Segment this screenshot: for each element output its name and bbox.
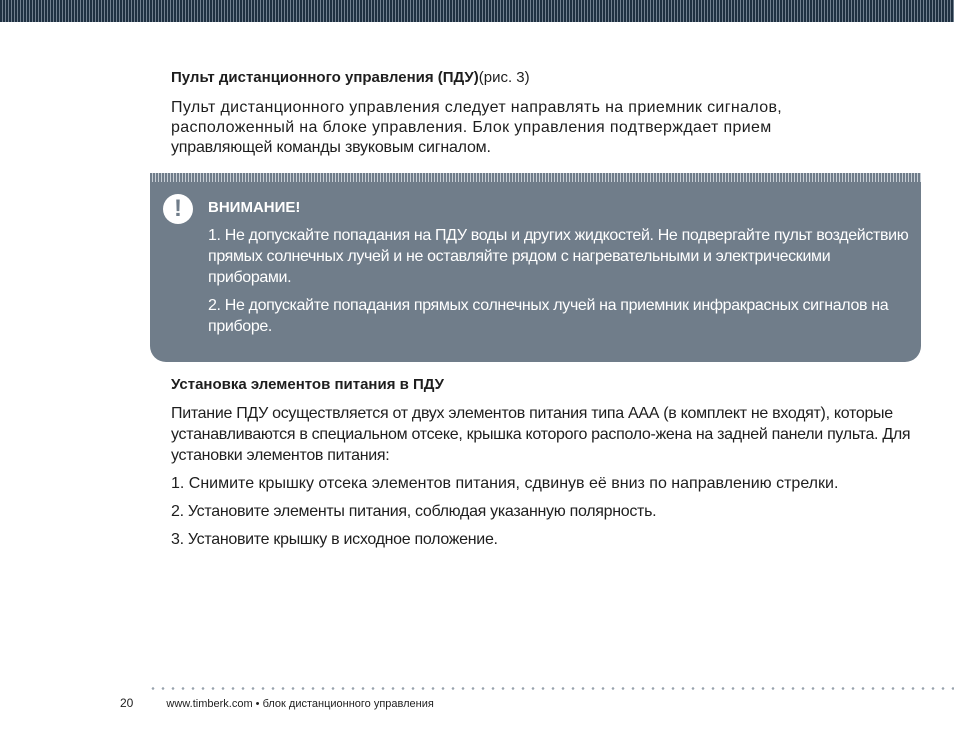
section-title-ref: (рис. 3) xyxy=(478,69,530,86)
section-paragraph: Питание ПДУ осуществляется от двух элементов питания типа ААА (в комплект не входят), которые устанавливаются в специальном отсеке, крышка которого располо-жена на задней панели пульта. Для установки элементов питания: xyxy=(171,405,911,464)
section-remote-control xyxy=(171,68,923,158)
page-number: 20 xyxy=(120,696,134,710)
footer-text: www.timberk.com • блок дистанционного управления xyxy=(166,698,434,710)
section-paragraph-line: Пульт дистанционного управления следует направлять на приемник сигналов, xyxy=(171,99,783,116)
top-stripe-bar xyxy=(0,0,954,22)
step-item: 1. Снимите крышку отсека элементов питания, сдвинув её вниз по направлению стрелки. xyxy=(171,475,839,492)
section-paragraph-line: управляющей команды звуковым сигналом. xyxy=(171,139,491,156)
page-footer xyxy=(120,696,434,711)
warning-body xyxy=(208,198,910,344)
warning-item-1: 1. Не допускайте попадания на ПДУ воды и других жидкостей. Не подвергайте пульт воздействию прямых солнечных лучей и не оставляйте рядом с нагревательными и электрическими приборами. xyxy=(208,227,909,286)
warning-title: ВНИМАНИЕ! xyxy=(208,199,301,216)
section-battery-install xyxy=(171,375,923,557)
section-title: Установка элементов питания в ПДУ xyxy=(171,376,445,393)
section-paragraph-line: расположенный на блоке управления. Блок управления подтверждает прием xyxy=(171,119,772,136)
step-item: 2. Установите элементы питания, соблюдая указанную полярность. xyxy=(171,503,657,520)
exclamation-icon: ! xyxy=(163,194,193,224)
section-title-bold: Пульт дистанционного управления (ПДУ) xyxy=(171,69,479,86)
section-title xyxy=(171,68,923,88)
warning-stripes xyxy=(150,173,921,182)
footer-dotted-divider xyxy=(148,687,954,690)
warning-item-2: 2. Не допускайте попадания прямых солнечных лучей на приемник инфракрасных сигналов на приборе. xyxy=(208,297,889,335)
step-item: 3. Установите крышку в исходное положение. xyxy=(171,531,498,548)
warning-box xyxy=(150,173,921,362)
